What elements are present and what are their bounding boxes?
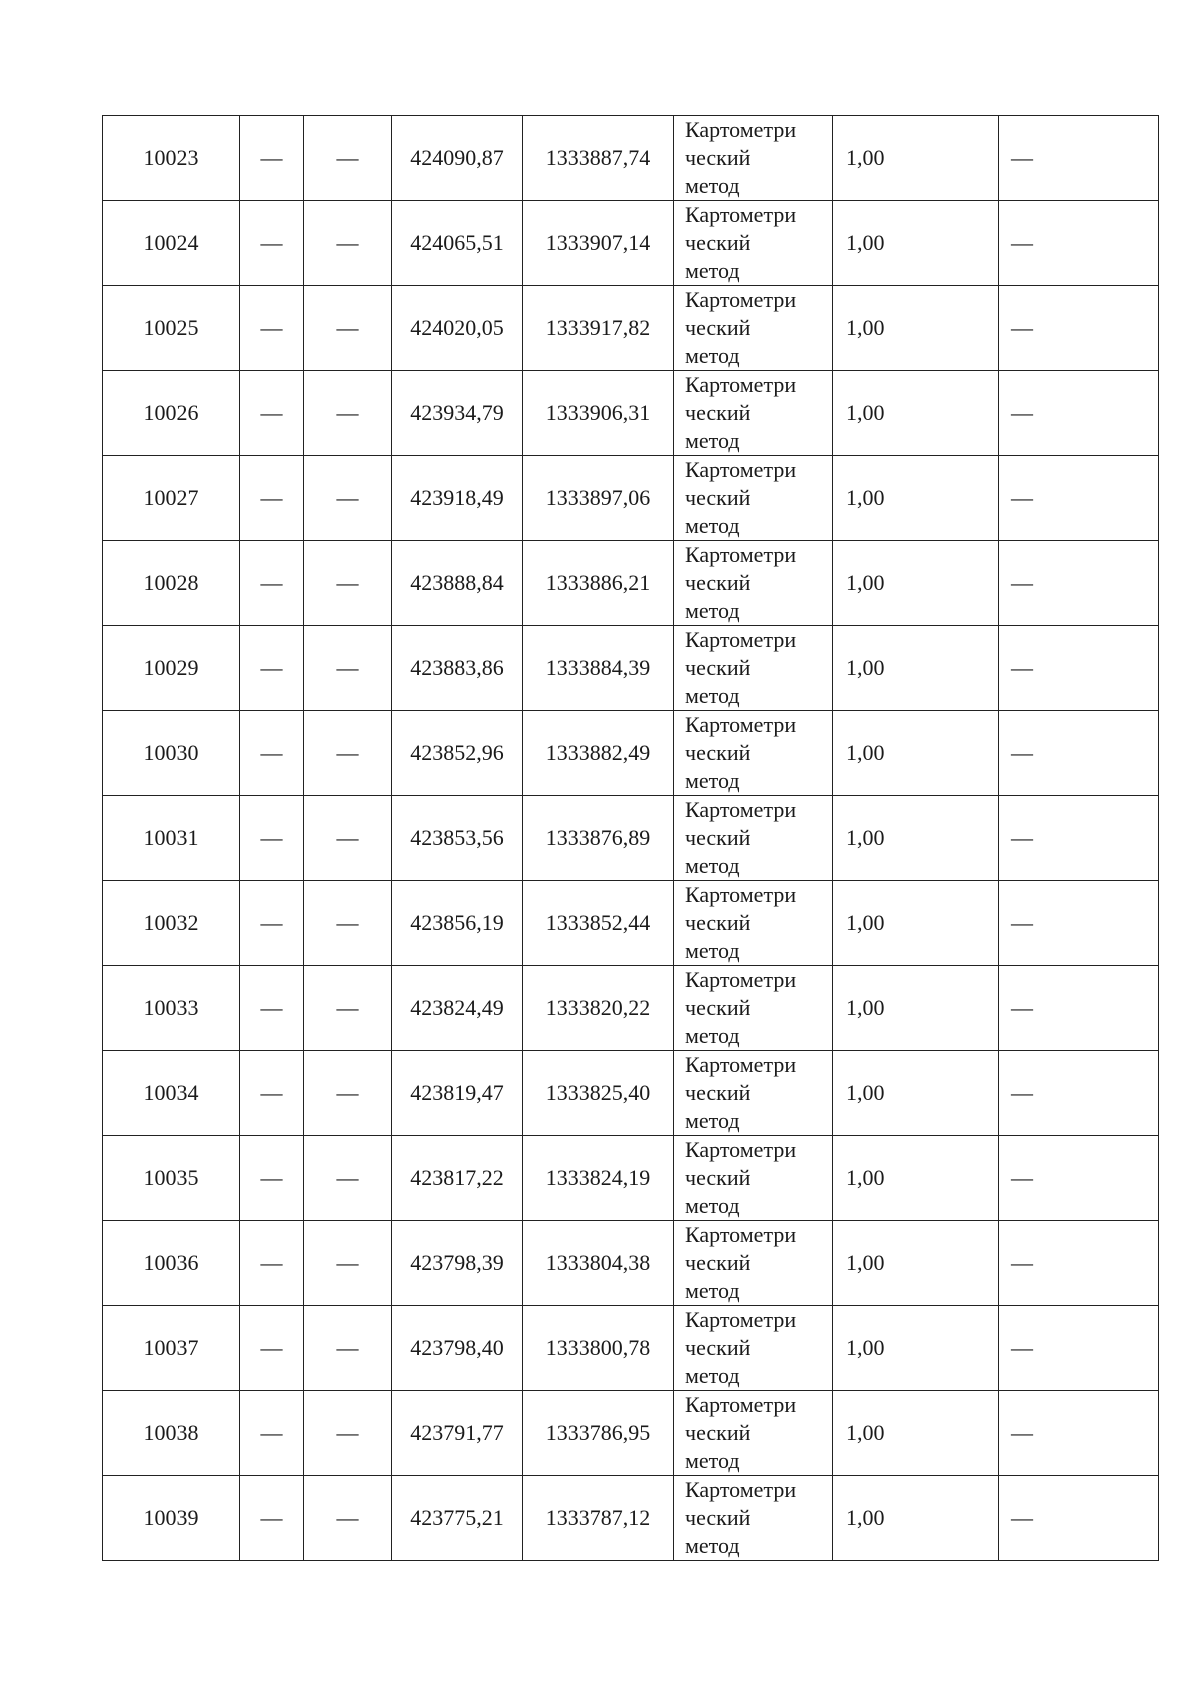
dash-cell: —	[304, 1136, 392, 1221]
dash-cell: —	[304, 626, 392, 711]
dash-cell: —	[304, 1476, 392, 1561]
method-line: Картометри	[685, 797, 797, 822]
method-line: ческий	[685, 1420, 751, 1445]
point-number-cell: 10037	[103, 1306, 240, 1391]
accuracy-cell: 1,00	[833, 201, 999, 286]
dash-cell: —	[304, 456, 392, 541]
dash-cell: —	[999, 711, 1159, 796]
dash-cell: —	[999, 626, 1159, 711]
dash-cell: —	[304, 796, 392, 881]
y-coordinate-cell: 1333897,06	[523, 456, 674, 541]
method-line: метод	[685, 1533, 740, 1558]
dash-cell: —	[304, 116, 392, 201]
method-line: ческий	[685, 910, 751, 935]
dash-cell: —	[304, 1391, 392, 1476]
method-cell	[674, 626, 833, 711]
x-coordinate-cell: 423798,40	[392, 1306, 523, 1391]
dash-cell: —	[999, 1051, 1159, 1136]
dash-cell: —	[240, 711, 304, 796]
method-line: Картометри	[685, 712, 797, 737]
y-coordinate-cell: 1333824,19	[523, 1136, 674, 1221]
accuracy-cell: 1,00	[833, 711, 999, 796]
y-coordinate-cell: 1333907,14	[523, 201, 674, 286]
table-row	[103, 1136, 1159, 1221]
method-cell	[674, 1221, 833, 1306]
x-coordinate-cell: 423817,22	[392, 1136, 523, 1221]
dash-cell: —	[304, 881, 392, 966]
y-coordinate-cell: 1333887,74	[523, 116, 674, 201]
dash-cell: —	[999, 456, 1159, 541]
point-number-cell: 10038	[103, 1391, 240, 1476]
point-number-cell: 10032	[103, 881, 240, 966]
point-number-cell: 10029	[103, 626, 240, 711]
table-row	[103, 626, 1159, 711]
dash-cell: —	[304, 1306, 392, 1391]
method-cell	[674, 711, 833, 796]
method-cell	[674, 1306, 833, 1391]
dash-cell: —	[999, 1136, 1159, 1221]
method-line: Картометри	[685, 117, 797, 142]
method-line: метод	[685, 1363, 740, 1388]
method-line: метод	[685, 853, 740, 878]
dash-cell: —	[999, 201, 1159, 286]
dash-cell: —	[999, 1306, 1159, 1391]
x-coordinate-cell: 423853,56	[392, 796, 523, 881]
accuracy-cell: 1,00	[833, 1391, 999, 1476]
dash-cell: —	[240, 796, 304, 881]
table-row	[103, 881, 1159, 966]
method-line: Картометри	[685, 457, 797, 482]
dash-cell: —	[304, 201, 392, 286]
accuracy-cell: 1,00	[833, 116, 999, 201]
method-line: Картометри	[685, 1477, 797, 1502]
point-number-cell: 10027	[103, 456, 240, 541]
x-coordinate-cell: 424065,51	[392, 201, 523, 286]
method-line: ческий	[685, 1165, 751, 1190]
x-coordinate-cell: 423852,96	[392, 711, 523, 796]
accuracy-cell: 1,00	[833, 541, 999, 626]
x-coordinate-cell: 424020,05	[392, 286, 523, 371]
method-cell	[674, 966, 833, 1051]
accuracy-cell: 1,00	[833, 371, 999, 456]
point-number-cell: 10023	[103, 116, 240, 201]
y-coordinate-cell: 1333882,49	[523, 711, 674, 796]
dash-cell: —	[240, 116, 304, 201]
x-coordinate-cell: 423819,47	[392, 1051, 523, 1136]
table-row	[103, 541, 1159, 626]
method-line: метод	[685, 173, 740, 198]
x-coordinate-cell: 423856,19	[392, 881, 523, 966]
method-line: Картометри	[685, 372, 797, 397]
method-line: метод	[685, 768, 740, 793]
dash-cell: —	[999, 1221, 1159, 1306]
table-row	[103, 1476, 1159, 1561]
dash-cell: —	[999, 286, 1159, 371]
method-cell	[674, 1051, 833, 1136]
method-cell	[674, 796, 833, 881]
table-row	[103, 1221, 1159, 1306]
method-line: ческий	[685, 1250, 751, 1275]
point-number-cell: 10025	[103, 286, 240, 371]
accuracy-cell: 1,00	[833, 881, 999, 966]
method-line: метод	[685, 258, 740, 283]
accuracy-cell: 1,00	[833, 796, 999, 881]
method-line: ческий	[685, 995, 751, 1020]
method-line: ческий	[685, 740, 751, 765]
method-line: Картометри	[685, 287, 797, 312]
point-number-cell: 10024	[103, 201, 240, 286]
y-coordinate-cell: 1333804,38	[523, 1221, 674, 1306]
method-line: ческий	[685, 1335, 751, 1360]
table-row	[103, 201, 1159, 286]
table-row	[103, 116, 1159, 201]
dash-cell: —	[240, 966, 304, 1051]
dash-cell: —	[240, 1391, 304, 1476]
table-row	[103, 286, 1159, 371]
method-cell	[674, 1136, 833, 1221]
method-cell	[674, 286, 833, 371]
dash-cell: —	[240, 1221, 304, 1306]
dash-cell: —	[304, 966, 392, 1051]
point-number-cell: 10033	[103, 966, 240, 1051]
method-line: метод	[685, 513, 740, 538]
dash-cell: —	[240, 881, 304, 966]
dash-cell: —	[999, 371, 1159, 456]
method-line: метод	[685, 598, 740, 623]
x-coordinate-cell: 423798,39	[392, 1221, 523, 1306]
table-row	[103, 711, 1159, 796]
point-number-cell: 10028	[103, 541, 240, 626]
dash-cell: —	[999, 541, 1159, 626]
accuracy-cell: 1,00	[833, 286, 999, 371]
accuracy-cell: 1,00	[833, 1136, 999, 1221]
y-coordinate-cell: 1333852,44	[523, 881, 674, 966]
y-coordinate-cell: 1333917,82	[523, 286, 674, 371]
dash-cell: —	[304, 541, 392, 626]
table-row	[103, 1391, 1159, 1476]
accuracy-cell: 1,00	[833, 456, 999, 541]
method-line: метод	[685, 938, 740, 963]
method-line: метод	[685, 343, 740, 368]
table-row	[103, 1306, 1159, 1391]
method-cell	[674, 1391, 833, 1476]
method-line: метод	[685, 683, 740, 708]
point-number-cell: 10031	[103, 796, 240, 881]
method-line: Картометри	[685, 1307, 797, 1332]
x-coordinate-cell: 423918,49	[392, 456, 523, 541]
x-coordinate-cell: 423824,49	[392, 966, 523, 1051]
dash-cell: —	[304, 1051, 392, 1136]
method-line: метод	[685, 428, 740, 453]
dash-cell: —	[240, 1476, 304, 1561]
accuracy-cell: 1,00	[833, 966, 999, 1051]
x-coordinate-cell: 423888,84	[392, 541, 523, 626]
method-line: ческий	[685, 485, 751, 510]
dash-cell: —	[240, 456, 304, 541]
method-line: ческий	[685, 570, 751, 595]
table-row	[103, 371, 1159, 456]
dash-cell: —	[240, 626, 304, 711]
method-cell	[674, 201, 833, 286]
y-coordinate-cell: 1333800,78	[523, 1306, 674, 1391]
dash-cell: —	[240, 371, 304, 456]
method-line: ческий	[685, 825, 751, 850]
dash-cell: —	[240, 201, 304, 286]
dash-cell: —	[240, 1306, 304, 1391]
y-coordinate-cell: 1333884,39	[523, 626, 674, 711]
method-cell	[674, 541, 833, 626]
method-line: Картометри	[685, 202, 797, 227]
method-line: ческий	[685, 400, 751, 425]
method-line: Картометри	[685, 1392, 797, 1417]
method-line: ческий	[685, 655, 751, 680]
dash-cell: —	[999, 881, 1159, 966]
x-coordinate-cell: 423934,79	[392, 371, 523, 456]
y-coordinate-cell: 1333886,21	[523, 541, 674, 626]
method-line: Картометри	[685, 542, 797, 567]
dash-cell: —	[240, 1136, 304, 1221]
y-coordinate-cell: 1333906,31	[523, 371, 674, 456]
point-number-cell: 10035	[103, 1136, 240, 1221]
y-coordinate-cell: 1333787,12	[523, 1476, 674, 1561]
accuracy-cell: 1,00	[833, 1306, 999, 1391]
method-line: метод	[685, 1108, 740, 1133]
table-row	[103, 966, 1159, 1051]
method-line: Картометри	[685, 967, 797, 992]
method-line: Картометри	[685, 1052, 797, 1077]
y-coordinate-cell: 1333825,40	[523, 1051, 674, 1136]
method-line: ческий	[685, 1080, 751, 1105]
point-number-cell: 10030	[103, 711, 240, 796]
point-number-cell: 10026	[103, 371, 240, 456]
point-number-cell: 10034	[103, 1051, 240, 1136]
method-line: Картометри	[685, 627, 797, 652]
table-body	[103, 116, 1159, 1561]
dash-cell: —	[999, 796, 1159, 881]
dash-cell: —	[240, 1051, 304, 1136]
method-cell	[674, 1476, 833, 1561]
dash-cell: —	[304, 371, 392, 456]
dash-cell: —	[304, 1221, 392, 1306]
accuracy-cell: 1,00	[833, 1051, 999, 1136]
x-coordinate-cell: 423791,77	[392, 1391, 523, 1476]
point-number-cell: 10036	[103, 1221, 240, 1306]
dash-cell: —	[999, 1476, 1159, 1561]
y-coordinate-cell: 1333876,89	[523, 796, 674, 881]
y-coordinate-cell: 1333820,22	[523, 966, 674, 1051]
accuracy-cell: 1,00	[833, 626, 999, 711]
accuracy-cell: 1,00	[833, 1476, 999, 1561]
table-row	[103, 796, 1159, 881]
point-number-cell: 10039	[103, 1476, 240, 1561]
x-coordinate-cell: 423775,21	[392, 1476, 523, 1561]
method-line: метод	[685, 1023, 740, 1048]
method-line: ческий	[685, 1505, 751, 1530]
table-row	[103, 456, 1159, 541]
method-line: Картометри	[685, 1137, 797, 1162]
method-line: ческий	[685, 315, 751, 340]
dash-cell: —	[999, 966, 1159, 1051]
y-coordinate-cell: 1333786,95	[523, 1391, 674, 1476]
table-row	[103, 1051, 1159, 1136]
dash-cell: —	[240, 286, 304, 371]
dash-cell: —	[240, 541, 304, 626]
method-line: ческий	[685, 145, 751, 170]
method-line: Картометри	[685, 882, 797, 907]
dash-cell: —	[304, 286, 392, 371]
method-cell	[674, 456, 833, 541]
accuracy-cell: 1,00	[833, 1221, 999, 1306]
method-line: метод	[685, 1278, 740, 1303]
method-cell	[674, 371, 833, 456]
x-coordinate-cell: 424090,87	[392, 116, 523, 201]
method-line: метод	[685, 1448, 740, 1473]
dash-cell: —	[304, 711, 392, 796]
x-coordinate-cell: 423883,86	[392, 626, 523, 711]
method-line: метод	[685, 1193, 740, 1218]
method-cell	[674, 116, 833, 201]
method-line: ческий	[685, 230, 751, 255]
dash-cell: —	[999, 116, 1159, 201]
method-cell	[674, 881, 833, 966]
coordinates-table	[102, 115, 1159, 1561]
dash-cell: —	[999, 1391, 1159, 1476]
method-line: Картометри	[685, 1222, 797, 1247]
